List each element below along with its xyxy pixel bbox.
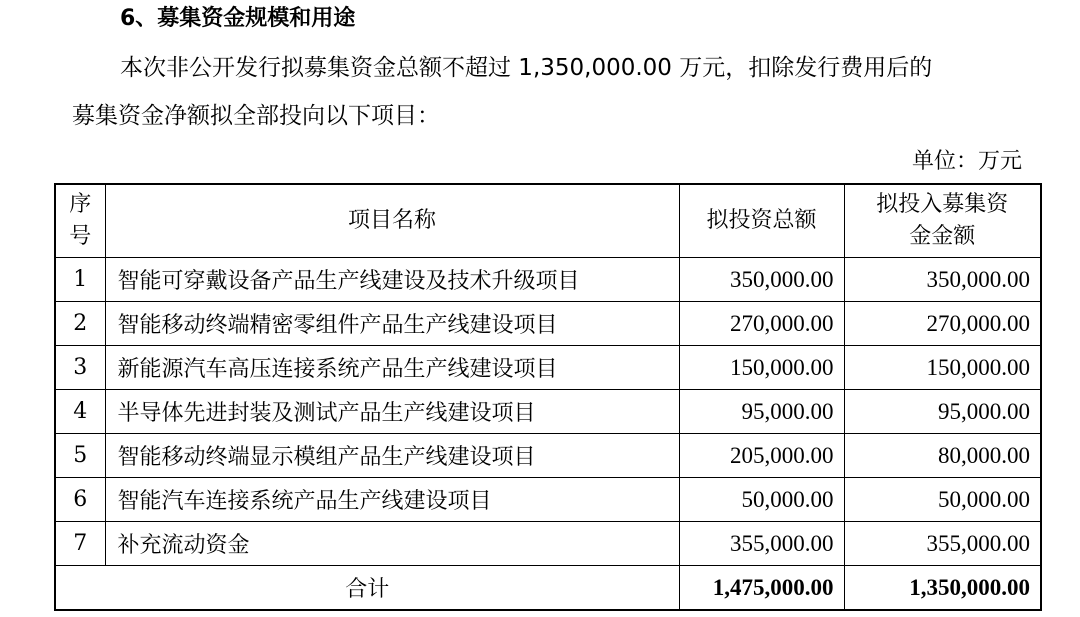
- paragraph-line-2: 募集资金净额拟全部投向以下项目：: [72, 103, 440, 129]
- table-total-row: [55, 566, 1041, 611]
- section-heading: 6、募集资金规模和用途: [120, 6, 356, 31]
- total-label: 合计: [55, 566, 679, 611]
- row-project-name: 新能源汽车高压连接系统产品生产线建设项目: [105, 346, 679, 390]
- row-project-name: 智能移动终端显示模组产品生产线建设项目: [105, 434, 679, 478]
- row-raised-funds: 80,000.00: [844, 434, 1041, 478]
- header-raised-line2: 金金额: [909, 224, 976, 249]
- fund-usage-table: [54, 183, 1042, 611]
- table-row: [55, 478, 1041, 522]
- row-project-name: 半导体先进封装及测试产品生产线建设项目: [105, 390, 679, 434]
- raised-funds-sum: 1,350,000.00: [844, 566, 1041, 611]
- header-seq-line2: 号: [69, 224, 92, 249]
- row-total-investment: 95,000.00: [679, 390, 844, 434]
- total-investment-sum: 1,475,000.00: [679, 566, 844, 611]
- header-total-investment: 拟投资总额: [679, 184, 844, 258]
- header-raised-line1: 拟投入募集资: [876, 192, 1009, 217]
- row-total-investment: 270,000.00: [679, 302, 844, 346]
- row-total-investment: 355,000.00: [679, 522, 844, 566]
- row-seq: 5: [55, 434, 105, 478]
- table-row: [55, 434, 1041, 478]
- row-project-name: 智能移动终端精密零组件产品生产线建设项目: [105, 302, 679, 346]
- row-raised-funds: 150,000.00: [844, 346, 1041, 390]
- row-raised-funds: 350,000.00: [844, 258, 1041, 302]
- row-raised-funds: 95,000.00: [844, 390, 1041, 434]
- table-row: [55, 390, 1041, 434]
- table-row: [55, 258, 1041, 302]
- table-row: [55, 522, 1041, 566]
- row-project-name: 补充流动资金: [105, 522, 679, 566]
- paragraph-line-1: 本次非公开发行拟募集资金总额不超过 1,350,000.00 万元，扣除发行费用后的: [120, 55, 933, 81]
- unit-label: 单位：万元: [911, 149, 1022, 174]
- row-project-name: 智能汽车连接系统产品生产线建设项目: [105, 478, 679, 522]
- row-raised-funds: 355,000.00: [844, 522, 1041, 566]
- row-raised-funds: 50,000.00: [844, 478, 1041, 522]
- row-raised-funds: 270,000.00: [844, 302, 1041, 346]
- header-seq-line1: 序: [69, 192, 92, 217]
- table-row: [55, 302, 1041, 346]
- table-row: [55, 346, 1041, 390]
- row-total-investment: 205,000.00: [679, 434, 844, 478]
- row-total-investment: 50,000.00: [679, 478, 844, 522]
- header-project-name: 项目名称: [105, 184, 679, 258]
- row-seq: 1: [55, 258, 105, 302]
- row-total-investment: 350,000.00: [679, 258, 844, 302]
- header-raised-funds: [844, 184, 1041, 258]
- table-header-row: [55, 184, 1041, 258]
- row-total-investment: 150,000.00: [679, 346, 844, 390]
- row-seq: 2: [55, 302, 105, 346]
- header-seq: [55, 184, 105, 258]
- row-seq: 6: [55, 478, 105, 522]
- row-seq: 4: [55, 390, 105, 434]
- row-seq: 3: [55, 346, 105, 390]
- row-project-name: 智能可穿戴设备产品生产线建设及技术升级项目: [105, 258, 679, 302]
- row-seq: 7: [55, 522, 105, 566]
